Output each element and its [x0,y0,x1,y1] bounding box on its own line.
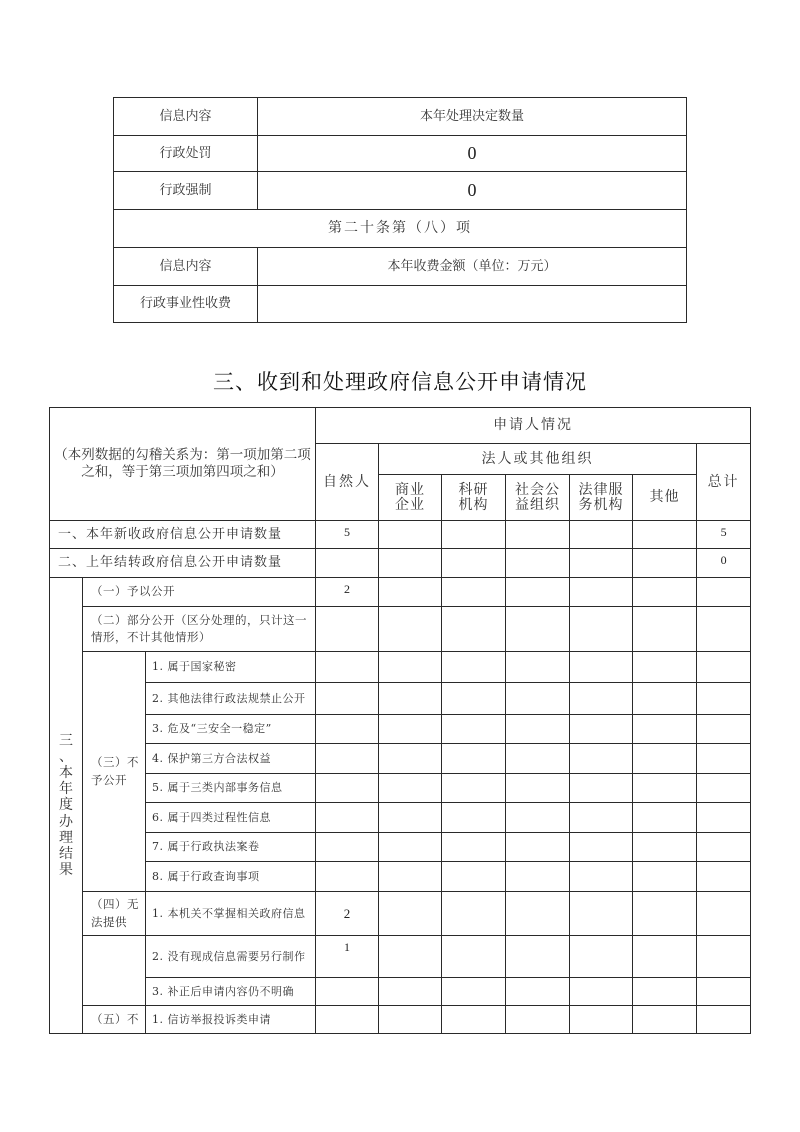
total-value [697,892,751,936]
natural-value [316,715,379,744]
natural-value [316,833,379,862]
org-value [379,833,442,862]
org-value [379,774,442,803]
org-value [379,521,442,549]
row-label: 一、本年新收政府信息公开申请数量 [50,521,316,549]
decision-count-table [113,97,687,323]
fee-header-value: 本年收费金额（单位：万元） [258,248,687,286]
org-value [633,683,697,715]
org-value [633,744,697,774]
natural-value: 2 [316,578,379,607]
org-value [442,521,506,549]
item-label: 7. 属于行政执法案卷 [146,833,316,862]
org-value [570,774,633,803]
natural-value [316,1006,379,1034]
blank-category-cell [83,936,146,1006]
org-column-research [442,475,506,521]
org-value [570,936,633,978]
vertical-label [54,733,78,878]
total-value [697,1006,751,1034]
org-value [506,978,570,1006]
org-value [506,774,570,803]
org-value [442,652,506,683]
label-char: 结 [59,845,73,862]
org-value [442,978,506,1006]
table-row [50,892,751,936]
applicant-header: 申请人情况 [316,408,751,444]
total-value [697,607,751,652]
org-value [633,578,697,607]
org-value [442,803,506,833]
table-row [50,833,751,862]
col-line: 益组织 [515,496,561,513]
org-value [379,936,442,978]
org-column-public-welfare [506,475,570,521]
total-value [697,978,751,1006]
natural-value [316,803,379,833]
item-label: 1. 属于国家秘密 [146,652,316,683]
org-value [379,652,442,683]
item-label: 8. 属于行政查询事项 [146,862,316,892]
org-value [379,1006,442,1034]
org-value [633,833,697,862]
application-table [49,407,751,1034]
natural-value [316,774,379,803]
col-line: 社会公 [515,481,561,498]
label-char: 办 [59,813,73,830]
fee-row [114,286,687,323]
table-row [50,578,751,607]
fee-header-row [114,248,687,286]
natural-value [316,744,379,774]
not-process-category: （五）不 [83,1006,146,1034]
item-label: 1. 本机关不掌握相关政府信息 [146,892,316,936]
natural-value [316,549,379,578]
org-value [442,549,506,578]
total-value [697,774,751,803]
table-row [50,978,751,1006]
label-char: 度 [59,797,73,814]
fee-row-label: 行政事业性收费 [114,286,258,323]
label-char: 理 [59,829,73,846]
section-row [114,210,687,248]
header-label: 信息内容 [114,98,258,136]
org-value [570,578,633,607]
col-line: 法律服 [578,481,624,498]
org-value [379,892,442,936]
org-value [633,1006,697,1034]
org-header: 法人或其他组织 [379,444,697,475]
item-label: 4. 保护第三方合法权益 [146,744,316,774]
table-row [50,936,751,978]
table-row [50,862,751,892]
org-value [633,774,697,803]
org-value [570,715,633,744]
natural-value [316,862,379,892]
item-label: 3. 补正后申请内容仍不明确 [146,978,316,1006]
org-value [570,607,633,652]
total-header: 总计 [697,444,751,521]
table-row [50,549,751,578]
total-value [697,715,751,744]
label-char: 年 [59,781,73,798]
org-value [633,862,697,892]
org-value [633,652,697,683]
row-value: 0 [258,136,687,172]
org-value [506,862,570,892]
total-value [697,744,751,774]
col-line: 科研 [458,481,489,498]
header-row-1 [50,408,751,444]
result-group-label [50,578,83,1034]
col-line: 商业 [395,481,426,498]
header-value: 本年处理决定数量 [258,98,687,136]
row-label: （二）部分公开（区分处理的，只计这一情形，不计其他情形） [83,607,316,652]
label-char: 、 [59,749,73,766]
org-value [379,862,442,892]
fee-header-label: 信息内容 [114,248,258,286]
section-title: 三、收到和处理政府信息公开申请情况 [213,370,587,394]
org-value [442,607,506,652]
org-column-legal-service [570,475,633,521]
table-row [50,607,751,652]
org-value [442,833,506,862]
item-label: 3. 危及“三安全一稳定” [146,715,316,744]
col-line: 务机构 [578,496,624,513]
org-value [506,549,570,578]
total-value [697,803,751,833]
org-value [570,652,633,683]
org-value [506,803,570,833]
total-value [697,862,751,892]
total-value: 5 [697,521,751,549]
table-row [50,715,751,744]
org-value [506,892,570,936]
table-row [50,803,751,833]
org-value [570,1006,633,1034]
org-value [379,683,442,715]
org-value [570,683,633,715]
fee-row-value [258,286,687,323]
org-value [379,607,442,652]
relationship-note: （本列数据的勾稽关系为：第一项加第二项之和，等于第三项加第四项之和） [50,408,316,521]
org-value [633,607,697,652]
org-value [570,521,633,549]
table-row [50,521,751,549]
org-value [506,833,570,862]
table-row [114,136,687,172]
cannot-provide-category: （四）无法提供 [83,892,146,936]
org-value [570,803,633,833]
natural-value: 5 [316,521,379,549]
item-label: 5. 属于三类内部事务信息 [146,774,316,803]
total-value [697,578,751,607]
table-row [50,774,751,803]
org-value [506,936,570,978]
org-value [379,803,442,833]
total-value: 0 [697,549,751,578]
org-value [506,683,570,715]
org-value [379,744,442,774]
org-value [570,862,633,892]
item-label: 2. 没有现成信息需要另行制作 [146,936,316,978]
org-value [506,1006,570,1034]
org-value [633,549,697,578]
org-value [442,578,506,607]
label-char: 果 [59,861,73,878]
natural-value [316,683,379,715]
table-row [50,652,751,683]
org-value [506,744,570,774]
org-value [379,715,442,744]
natural-value [316,652,379,683]
item-label: 2. 其他法律行政法规禁止公开 [146,683,316,715]
label-char: 三 [59,733,73,750]
natural-value: 1 [316,936,379,978]
total-value [697,833,751,862]
org-value [570,978,633,1006]
org-value [442,936,506,978]
org-value [633,892,697,936]
item-label: 1. 信访举报投诉类申请 [146,1006,316,1034]
org-value [633,803,697,833]
org-value [633,978,697,1006]
org-value [506,715,570,744]
col-line: 机构 [458,496,489,513]
col-line: 企业 [395,496,426,513]
row-label: 行政处罚 [114,136,258,172]
section-row-label: 第二十条第（八）项 [114,210,687,248]
org-value [570,892,633,936]
org-value [379,578,442,607]
org-value [442,892,506,936]
total-value [697,683,751,715]
row-label: 二、上年结转政府信息公开申请数量 [50,549,316,578]
table-row [50,744,751,774]
org-value [442,744,506,774]
org-value [442,862,506,892]
org-value [633,715,697,744]
natural-value [316,607,379,652]
org-value [442,715,506,744]
org-value [506,578,570,607]
org-value [442,774,506,803]
not-disclose-category: （三）不予公开 [83,652,146,892]
table-header-row [114,98,687,136]
org-column-commercial [379,475,442,521]
org-value [442,683,506,715]
total-value [697,936,751,978]
org-value [570,833,633,862]
org-value [506,652,570,683]
item-label: 6. 属于四类过程性信息 [146,803,316,833]
row-label: 行政强制 [114,172,258,210]
org-value [633,521,697,549]
org-value [570,549,633,578]
org-value [379,978,442,1006]
label-char: 本 [59,765,73,782]
org-value [379,549,442,578]
table-row [114,172,687,210]
org-value [633,936,697,978]
natural-value [316,978,379,1006]
table-row [50,1006,751,1034]
org-value [506,607,570,652]
row-value: 0 [258,172,687,210]
natural-value: 2 [316,892,379,936]
org-column-other: 其他 [633,475,697,521]
row-label: （一）予以公开 [83,578,316,607]
natural-person-header: 自然人 [316,444,379,521]
org-value [442,1006,506,1034]
org-value [506,521,570,549]
total-value [697,652,751,683]
org-value [570,744,633,774]
table-row [50,683,751,715]
